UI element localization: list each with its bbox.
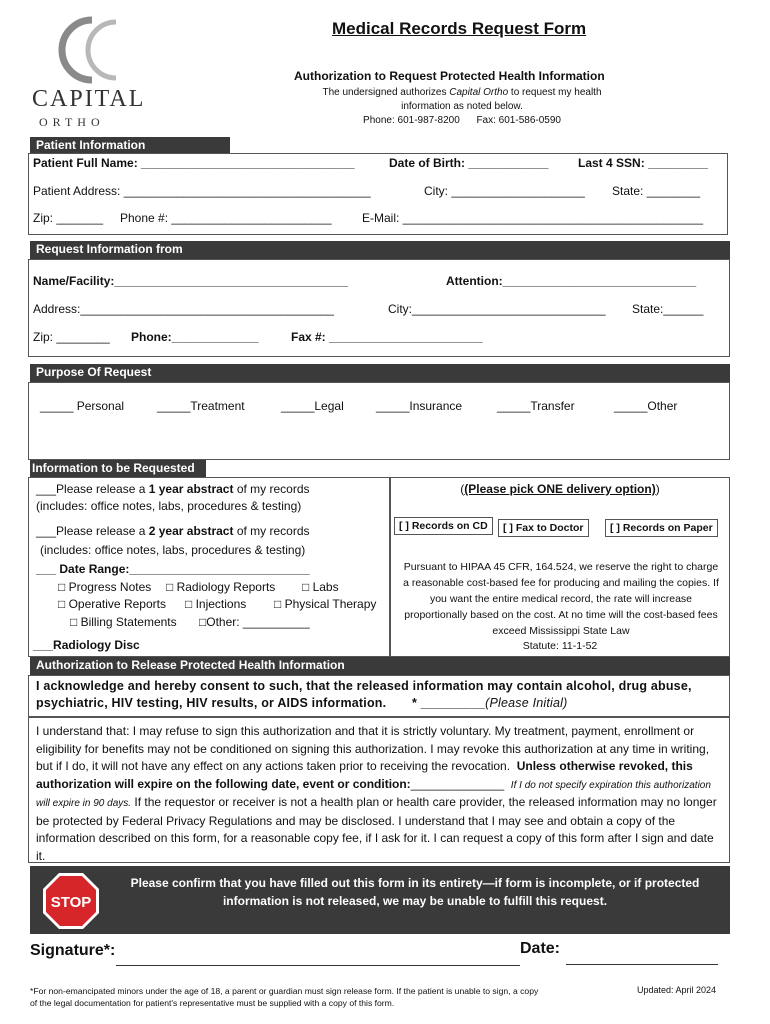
attention-field[interactable]: Attention:_____________________________ bbox=[446, 274, 697, 288]
purpose-box bbox=[28, 382, 730, 460]
stop-message: Please confirm that you have filled out this form in its entirety—if form is incomplete, or if protected information is not released, we may be unable to fulfill this request. bbox=[130, 876, 700, 908]
terms-text: I understand that: I may refuse to sign this authorization and that it is strictly voluntary. My treatment, payment, enrollment or eligibility for benefits may not be conditioned on signing this authorization. I may revoke this authorization at any time in writing, but if I do, it will not have any effect on any actions taken prior to receiving the revocation. Unless otherwise revoked, this authorization will expire on the following date, event or condition:______________ If I do not specify expiration this authorization will expire in 90 days. If the requestor or receiver is not a health plan or health care provider, the released information may no longer be protected by Federal Privacy Regulations and may be disclosed. I understand that I may see and obtain a copy of the information described on this form, for a reasonable copy fee, if I ask for it. I can request a copy of this form after I sign and date it. bbox=[36, 724, 717, 863]
purpose-treatment[interactable]: _____Treatment bbox=[157, 399, 245, 413]
purpose-transfer[interactable]: _____Transfer bbox=[497, 399, 575, 413]
check-physical-therapy[interactable]: □ Physical Therapy bbox=[274, 597, 377, 611]
updated-date: Updated: April 2024 bbox=[637, 985, 717, 995]
date-line[interactable] bbox=[566, 964, 718, 965]
footer-note: *For non-emancipated minors under the age of 18, a parent or guardian must sign release form. If the patient is unable to sign, a copy of the legal documentation for patient's representative must be supplied with a copy of this form. bbox=[30, 986, 539, 1008]
facility-city-field[interactable]: City:_____________________________ bbox=[388, 302, 606, 316]
check-operative-reports[interactable]: □ Operative Reports bbox=[58, 597, 166, 611]
check-radiology-reports[interactable]: □ Radiology Reports bbox=[166, 580, 276, 594]
logo-name: CAPITAL bbox=[32, 86, 146, 112]
facility-fax-field[interactable]: Fax #: _______________________ bbox=[291, 330, 483, 344]
page-title: Medical Records Request Form bbox=[332, 19, 587, 38]
ssn-field[interactable]: Last 4 SSN: _________ bbox=[578, 156, 709, 170]
radiology-disc-option[interactable]: ___Radiology Disc bbox=[33, 638, 140, 652]
phone-number: Phone: 601-987-8200 bbox=[363, 115, 460, 126]
patient-email-field[interactable]: E-Mail: _____________________________________________ bbox=[362, 211, 703, 225]
signature-label: Signature*: bbox=[30, 942, 116, 959]
section-request-from: Request Information from bbox=[30, 241, 730, 259]
patient-zip-field[interactable]: Zip: _______ bbox=[33, 211, 104, 225]
section-patient-info: Patient Information bbox=[30, 137, 230, 154]
purpose-insurance[interactable]: _____Insurance bbox=[376, 399, 463, 413]
option-2-year-includes: (includes: office notes, labs, procedures & testing) bbox=[40, 543, 306, 557]
fax-number: Fax: 601-586-0590 bbox=[476, 115, 561, 126]
initial-field[interactable]: * _________ bbox=[412, 696, 486, 710]
page-subtitle: Authorization to Request Protected Health Information bbox=[294, 69, 605, 83]
facility-state-field[interactable]: State:______ bbox=[632, 302, 704, 316]
statute-text: Statute: 11-1-52 bbox=[522, 640, 598, 652]
svg-text:STOP: STOP bbox=[50, 894, 92, 911]
delivery-paper[interactable]: [ ] Records on Paper bbox=[605, 519, 718, 537]
purpose-legal[interactable]: _____Legal bbox=[281, 399, 344, 413]
patient-state-field[interactable]: State: ________ bbox=[612, 184, 701, 198]
consent-text: I acknowledge and hereby consent to such, that the released information may contain alcohol, drug abuse, psychiatric, HIV testing, HIV results, or AIDS information. * _________(Please Initial) bbox=[36, 679, 692, 710]
facility-zip-field[interactable]: Zip: ________ bbox=[33, 330, 110, 344]
patient-address-field[interactable]: Patient Address: _____________________________________ bbox=[33, 184, 371, 198]
section-purpose: Purpose Of Request bbox=[30, 364, 730, 382]
check-billing-statements[interactable]: □ Billing Statements bbox=[70, 615, 177, 629]
fee-text: Pursuant to HIPAA 45 CFR, 164.524, we reserve the right to charge a reasonable cost-based fee for producing and mailing the copies. If you want the entire medical record, the rate will increase proportionally based on the cost. At no time will the cost-based fees exceed Mississippi State Law bbox=[403, 561, 719, 637]
facility-name-field[interactable]: Name/Facility:___________________________________ bbox=[33, 274, 348, 288]
delivery-cd[interactable]: [ ] Records on CD bbox=[394, 517, 493, 535]
check-progress-notes[interactable]: □ Progress Notes bbox=[58, 580, 152, 594]
option-1-year-abstract[interactable]: ___Please release a 1 year abstract of my records bbox=[36, 482, 310, 496]
patient-city-field[interactable]: City: ____________________ bbox=[424, 184, 585, 198]
purpose-other[interactable]: _____Other bbox=[614, 399, 678, 413]
logo-sub: ORTHO bbox=[39, 115, 105, 129]
patient-name-field[interactable]: Patient Full Name: ________________________________ bbox=[33, 156, 355, 170]
intro-text: The undersigned authorizes Capital Ortho to request my health information as noted below. Phone: 601-987-8200 Fax: 601-586-0590 bbox=[322, 87, 602, 126]
section-info-requested: Information to be Requested bbox=[30, 460, 206, 477]
facility-phone-field[interactable]: Phone:_____________ bbox=[131, 330, 259, 344]
date-label: Date: bbox=[520, 940, 561, 957]
check-other[interactable]: □Other: __________ bbox=[199, 615, 310, 629]
patient-phone-field[interactable]: Phone #: ________________________ bbox=[120, 211, 332, 225]
expiration-field[interactable]: ______________ bbox=[410, 776, 505, 791]
signature-line[interactable] bbox=[116, 965, 520, 966]
dob-field[interactable]: Date of Birth: ____________ bbox=[389, 156, 549, 170]
purpose-personal[interactable]: _____ Personal bbox=[40, 399, 125, 413]
check-labs[interactable]: □ Labs bbox=[302, 580, 339, 594]
option-2-year-abstract[interactable]: ___Please release a 2 year abstract of my records bbox=[36, 524, 310, 538]
capital-ortho-logo bbox=[30, 12, 140, 92]
date-range-field[interactable]: ___ Date Range:___________________________ bbox=[36, 562, 310, 576]
stop-sign-icon bbox=[42, 872, 100, 930]
check-injections[interactable]: □ Injections bbox=[185, 597, 247, 611]
delivery-heading: ((Please pick ONE delivery option)) bbox=[460, 482, 660, 496]
delivery-fax[interactable]: [ ] Fax to Doctor bbox=[498, 519, 589, 537]
option-1-year-includes: (includes: office notes, labs, procedures & testing) bbox=[36, 499, 302, 513]
section-authorization: Authorization to Release Protected Health Information bbox=[30, 657, 730, 675]
facility-address-field[interactable]: Address:______________________________________ bbox=[33, 302, 334, 316]
